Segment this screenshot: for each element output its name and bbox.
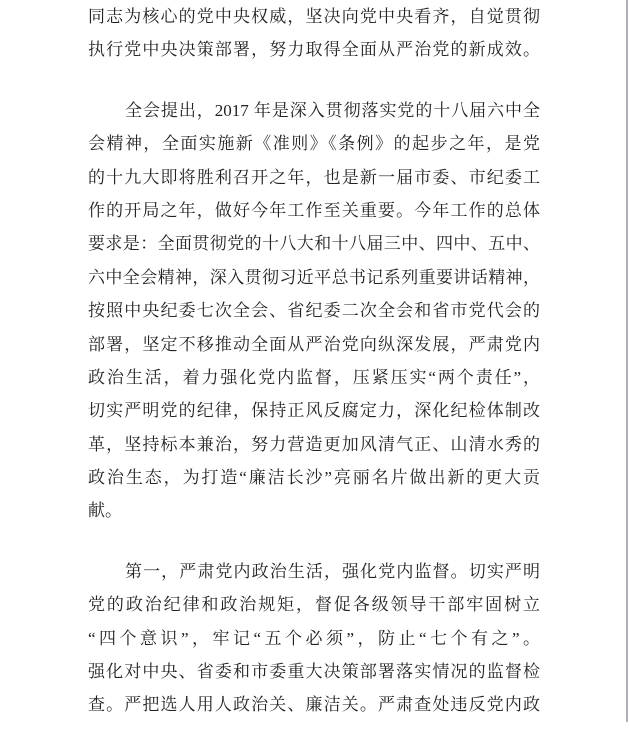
text-line: 会精神，全面实施新《准则》《条例》的起步之年，是党 (88, 134, 540, 154)
text-line: 同志为核心的党中央权威，坚决向党中央看齐，自觉贯彻 (88, 7, 540, 26)
paragraph (88, 0, 540, 67)
text-line: 全会提出，2017 年是深入贯彻落实党的十八届六中全 (125, 100, 540, 120)
text-line: 强化对中央、省委和市委重大决策部署落实情况的监督检 (88, 662, 540, 682)
text-line: 党的政治纪律和政治规矩，督促各级领导干部牢固树立 (88, 595, 540, 615)
text-line: 六中全会精神，深入贯彻习近平总书记系列重要讲话精神， (88, 267, 540, 287)
text-line: 政治生活，着力强化党内监督，压紧压实“两个责任”， (88, 367, 540, 387)
text-line: 切实严明党的纪律，保持正风反腐定力，深化纪检体制改 (88, 401, 540, 421)
text-line: 查。严把选人用人政治关、廉洁关。严肃查处违反党内政 (88, 695, 540, 715)
text-line: 政治生态，为打造“廉洁长沙”亮丽名片做出新的更大贡 (88, 468, 540, 488)
text-line: 要求是：全面贯彻党的十八大和十八届三中、四中、五中、 (88, 234, 540, 254)
window-right-edge-line (626, 0, 628, 722)
document-body (88, 0, 540, 749)
text-line: 部署，坚定不移推动全面从严治党向纵深发展，严肃党内 (88, 334, 540, 354)
text-line: 第一，严肃党内政治生活，强化党内监督。切实严明 (125, 561, 540, 581)
text-line: 的十九大即将胜利召开之年，也是新一届市委、市纪委工 (88, 167, 540, 187)
text-line: “四个意识”，牢记“五个必须”，防止“七个有之”。 (88, 628, 540, 648)
text-line: 按照中央纪委七次全会、省纪委二次全会和省市党代会的 (88, 301, 540, 321)
text-line: 革，坚持标本兼治，努力营造更加风清气正、山清水秀的 (88, 434, 540, 454)
paragraph (88, 555, 540, 722)
text-line: 执行党中央决策部署，努力取得全面从严治党的新成效。 (88, 40, 540, 60)
text-line: 作的开局之年，做好今年工作至关重要。今年工作的总体 (88, 200, 540, 220)
text-line: 献。 (88, 501, 122, 521)
paragraph (88, 94, 540, 528)
